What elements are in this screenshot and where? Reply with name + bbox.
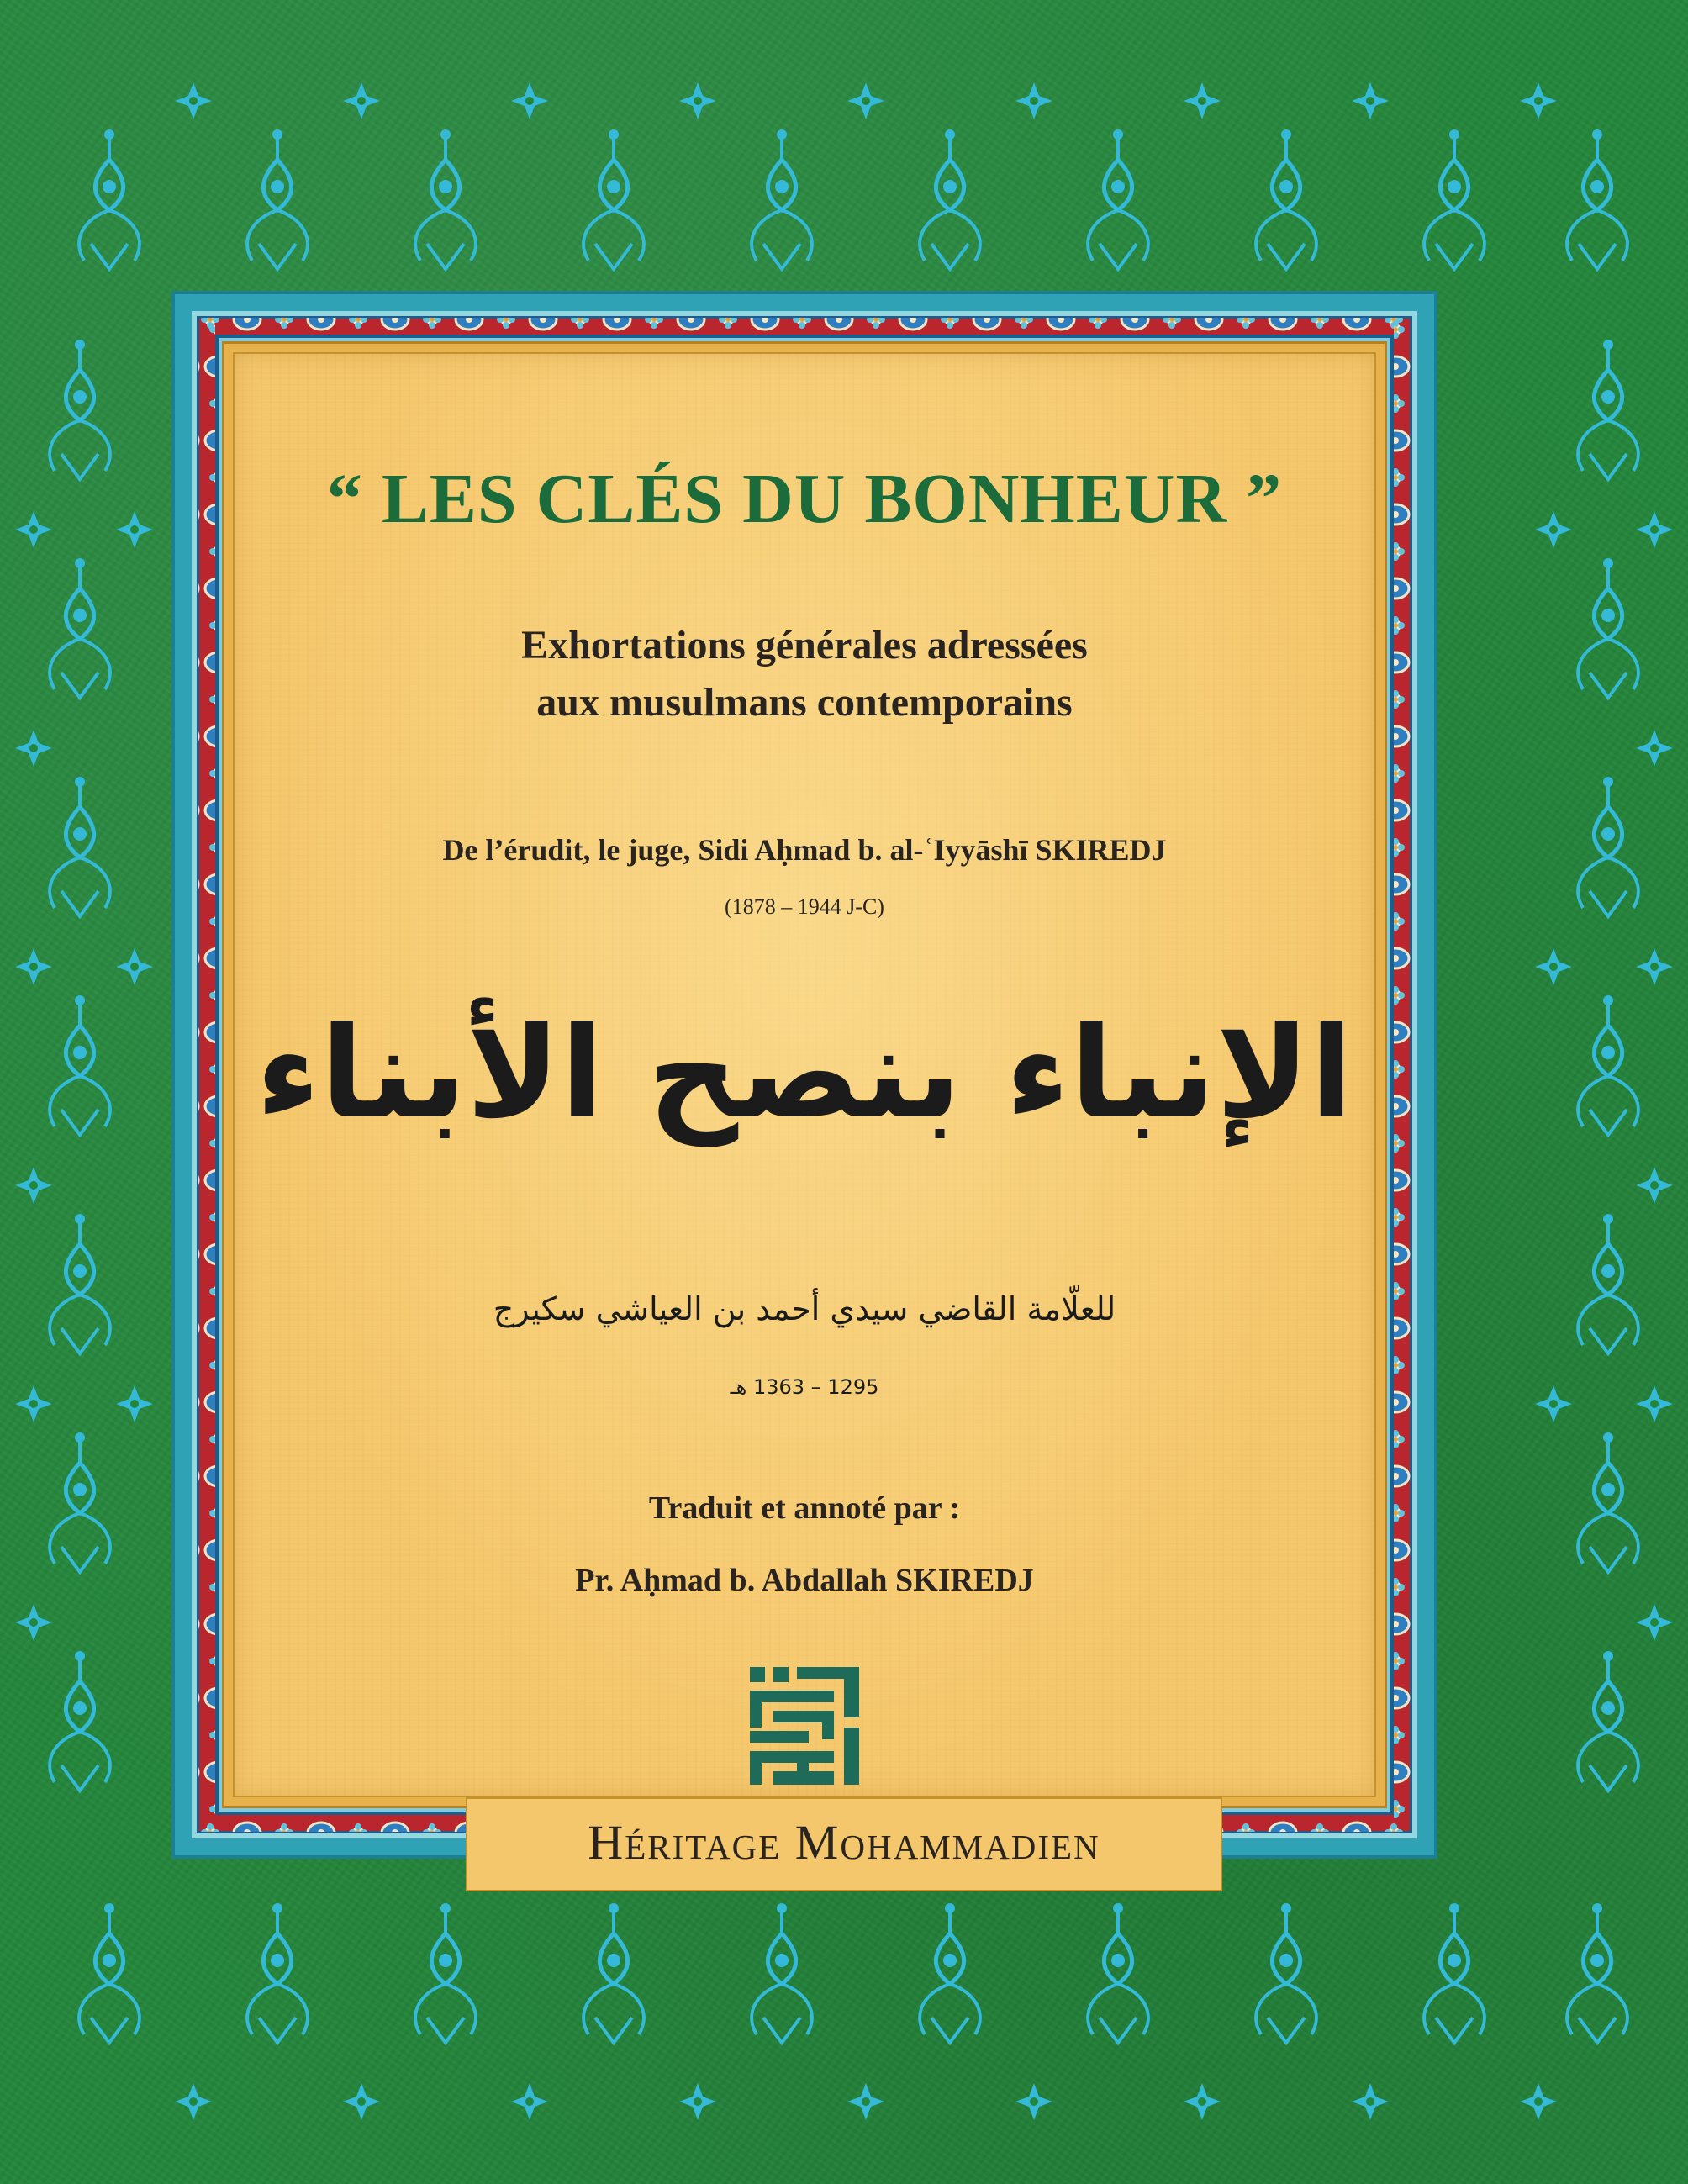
arabic-title: الإنباء بنصح الأبناء <box>256 1000 1353 1147</box>
author-dates: (1878 – 1944 J-C) <box>725 894 884 919</box>
book-title: “ LES CLÉS DU BONHEUR ” <box>326 460 1283 538</box>
book-subtitle-line-2: aux musulmans contemporains <box>536 680 1073 725</box>
arabic-author-line: للعلّامة القاضي سيدي أحمد بن العياشي سكيرج <box>493 1290 1116 1327</box>
arabic-dates: 1295 – 1363 هـ <box>730 1375 879 1399</box>
translated-by-label: Traduit et annoté par : <box>648 1490 961 1526</box>
book-subtitle-line-1: Exhortations générales adressées <box>521 623 1088 667</box>
author-line: De l’érudit, le juge, Sidi Aḥmad b. al-ʿIyyāshī SKIREDJ <box>442 833 1167 867</box>
kufic-square-calligraphy-logo-icon <box>750 1667 859 1785</box>
translator-name: Pr. Aḥmad b. Abdallah SKIREDJ <box>575 1563 1034 1598</box>
publisher-name: Héritage Mohammadien <box>588 1815 1100 1870</box>
